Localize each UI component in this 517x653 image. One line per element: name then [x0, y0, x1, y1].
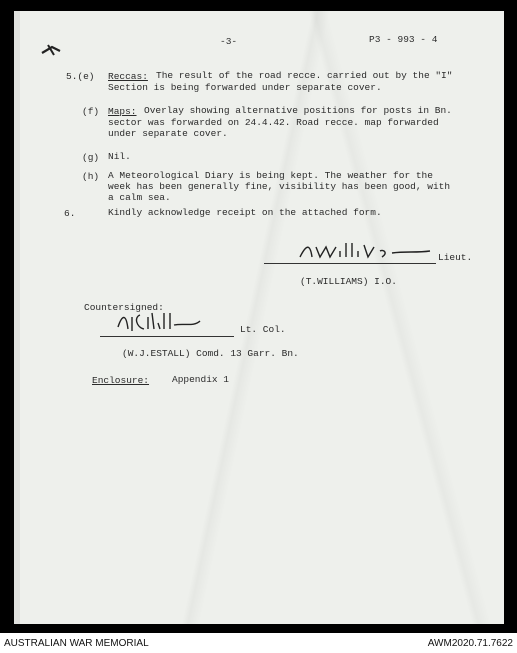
para-5h-line2: week has been generally fine, visibility has been good, with — [108, 181, 451, 192]
enclosure-text: Appendix 1 — [172, 374, 230, 385]
archive-name: AUSTRALIAN WAR MEMORIAL — [4, 638, 149, 649]
para-5f-line3: under separate cover. — [108, 128, 228, 139]
para-5e-line1: The result of the road recce. carried out by the "I" — [156, 70, 453, 81]
para-6-text: Kindly acknowledge receipt on the attached form. — [108, 207, 382, 218]
para-5f-number: (f) — [82, 106, 100, 117]
document-reference: P3 - 993 - 4 — [369, 34, 438, 45]
signature-2-rank: Lt. Col. — [240, 324, 286, 335]
page-number: -3- — [220, 36, 238, 47]
signature-line-2 — [100, 336, 234, 337]
signature-1-rank: Lieut. — [438, 252, 473, 263]
para-6-number: 6. — [64, 208, 76, 219]
countersigned-label: Countersigned: — [84, 302, 164, 313]
para-5e-line2: Section is being forwarded under separate cover. — [108, 82, 382, 93]
staple-mark-icon — [38, 39, 66, 61]
para-5e-number: 5.(e) — [66, 71, 95, 82]
williams-signature — [296, 239, 436, 265]
para-5g-text: Nil. — [108, 151, 131, 162]
archive-reference: AWM2020.71.7622 — [427, 638, 513, 649]
enclosure-label: Enclosure: — [92, 375, 150, 386]
document-page — [14, 11, 504, 624]
para-5h-line3: a calm sea. — [108, 192, 171, 203]
archive-caption-bar — [0, 633, 517, 653]
para-5f-line1: Overlay showing alternative positions for posts in Bn. — [144, 105, 452, 116]
estall-signature — [114, 307, 204, 337]
signature-line-1 — [264, 263, 436, 264]
para-5h-number: (h) — [82, 171, 100, 182]
para-5e-title: Reccas: — [108, 71, 148, 82]
page-shadow — [14, 11, 20, 624]
para-5f-title: Maps: — [108, 106, 137, 117]
para-5f-line2: sector was forwarded on 24.4.42. Road recce. map forwarded — [108, 117, 439, 128]
signature-2-name: (W.J.ESTALL) Comd. 13 Garr. Bn. — [122, 348, 299, 359]
para-5h-line1: A Meteorological Diary is being kept. The weather for the — [108, 170, 433, 181]
signature-1-name: (T.WILLIAMS) I.O. — [300, 276, 397, 287]
para-5g-number: (g) — [82, 152, 100, 163]
